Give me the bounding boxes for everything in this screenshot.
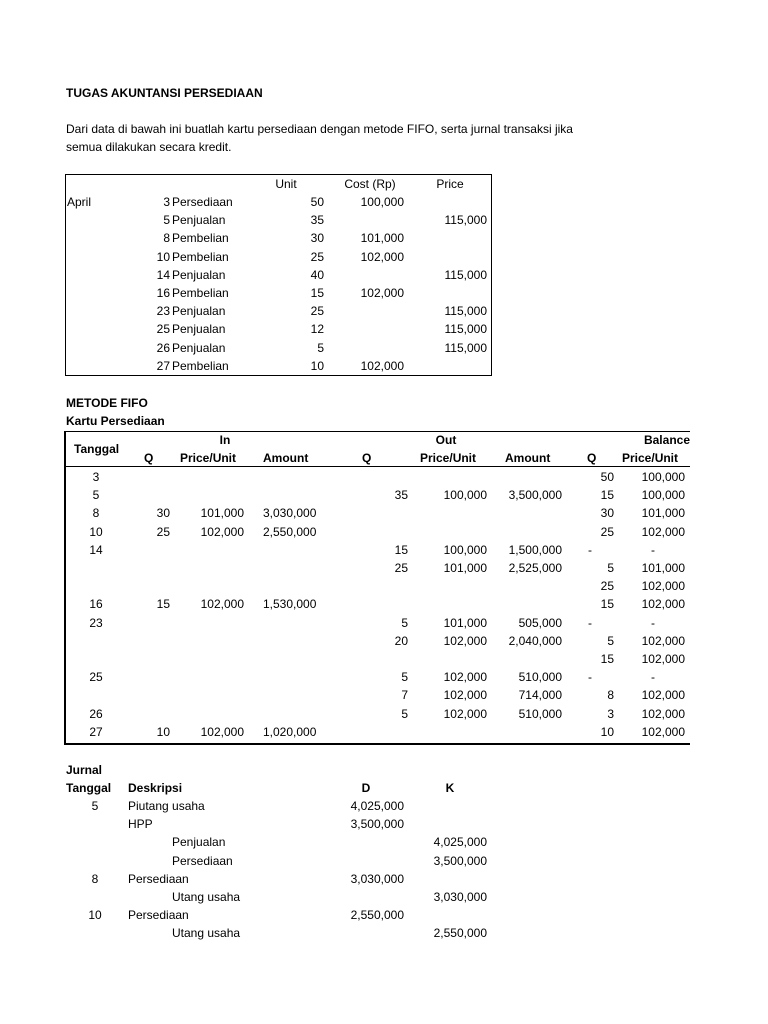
fifo-row-in-amount: 2,550,000 xyxy=(263,524,317,539)
fifo-row-bal-q: - xyxy=(588,542,592,557)
fifo-header-out-q: Q xyxy=(362,451,372,465)
data-row-desc: Penjualan xyxy=(172,304,226,319)
fifo-top-border xyxy=(64,431,690,432)
fifo-row-out-price: 102,000 xyxy=(443,706,487,721)
data-month-label: April xyxy=(67,195,92,209)
fifo-row-out-amount: 510,000 xyxy=(518,706,562,721)
fifo-row-bal-q: 50 xyxy=(600,470,614,484)
data-row-day: 23 xyxy=(156,304,170,319)
fifo-row-bal-price: - xyxy=(651,542,655,557)
fifo-row-tanggal: 5 xyxy=(92,488,100,503)
data-row-desc: Penjualan xyxy=(172,213,226,228)
fifo-row-out-price: 102,000 xyxy=(443,670,487,685)
data-row-day: 10 xyxy=(156,249,170,264)
data-row-unit: 25 xyxy=(310,304,324,319)
data-row-day: 25 xyxy=(156,322,170,337)
fifo-row-out-q: 5 xyxy=(401,615,408,630)
data-row-day: 8 xyxy=(163,231,170,246)
fifo-row-bal-q: 30 xyxy=(600,506,614,521)
data-row-price: 115,000 xyxy=(444,340,487,355)
fifo-row-out-q: 20 xyxy=(394,633,408,648)
data-row-unit: 50 xyxy=(310,195,324,209)
fifo-header-out-amount: Amount xyxy=(505,451,551,465)
data-header-price: Price xyxy=(436,177,464,191)
jurnal-row-desc: Utang usaha xyxy=(172,926,241,941)
fifo-row-out-q: 15 xyxy=(394,542,408,557)
data-row-day: 16 xyxy=(156,286,170,300)
fifo-row-bal-price: 100,000 xyxy=(641,470,685,484)
jurnal-row-desc: Persediaan xyxy=(128,908,189,923)
instruction-line-2: semua dilakukan secara kredit. xyxy=(66,140,232,154)
fifo-row-in-q: 30 xyxy=(156,506,170,521)
jurnal-row-tanggal: 5 xyxy=(91,799,99,813)
data-row-day: 3 xyxy=(163,195,170,209)
fifo-row-bal-price: 100,000 xyxy=(641,488,685,503)
fifo-row-bal-price: 101,000 xyxy=(641,561,685,575)
jurnal-row-desc: Persediaan xyxy=(128,871,189,886)
data-row-desc: Pembelian xyxy=(172,249,229,264)
data-row-day: 26 xyxy=(156,340,170,355)
fifo-row-tanggal: 26 xyxy=(89,706,103,721)
fifo-left-border xyxy=(64,431,66,744)
fifo-row-in-q: 25 xyxy=(156,524,170,539)
fifo-row-in-amount: 1,530,000 xyxy=(263,597,317,612)
data-row-cost: 102,000 xyxy=(360,286,404,300)
fifo-row-out-amount: 510,000 xyxy=(518,670,562,685)
fifo-row-tanggal: 16 xyxy=(89,597,103,612)
fifo-heading: METODE FIFO xyxy=(66,396,148,410)
fifo-row-bal-price: 102,000 xyxy=(641,652,685,666)
data-row-unit: 10 xyxy=(310,358,324,373)
fifo-row-out-q: 25 xyxy=(394,561,408,575)
fifo-row-bal-q: - xyxy=(588,615,592,630)
jurnal-row-debit: 3,500,000 xyxy=(350,817,404,832)
data-row-desc: Pembelian xyxy=(172,358,229,373)
data-row-cost: 100,000 xyxy=(360,195,404,209)
fifo-row-bal-price: 101,000 xyxy=(641,506,685,521)
jurnal-row-kredit: 3,030,000 xyxy=(433,890,487,904)
fifo-row-bal-q: 3 xyxy=(607,706,614,721)
fifo-row-tanggal: 10 xyxy=(89,524,103,539)
fifo-row-tanggal: 3 xyxy=(92,470,100,484)
fifo-header-in-price: Price/Unit xyxy=(180,451,237,465)
data-row-price: 115,000 xyxy=(444,213,487,228)
data-row-cost: 102,000 xyxy=(360,249,404,264)
fifo-row-in-price: 102,000 xyxy=(200,724,244,739)
data-row-unit: 40 xyxy=(310,267,324,282)
fifo-row-bal-price: 102,000 xyxy=(641,633,685,648)
page-title: TUGAS AKUNTANSI PERSEDIAAN xyxy=(66,86,263,100)
fifo-row-bal-price: 102,000 xyxy=(641,597,685,612)
jurnal-row-tanggal: 8 xyxy=(91,871,99,886)
data-row-price: 115,000 xyxy=(444,322,487,337)
fifo-row-tanggal: 27 xyxy=(89,724,103,739)
fifo-row-bal-q: 25 xyxy=(600,524,614,539)
fifo-row-in-amount: 1,020,000 xyxy=(263,724,317,739)
data-row-day: 5 xyxy=(163,213,170,228)
fifo-row-bal-q: 15 xyxy=(600,597,614,612)
fifo-row-bal-q: 8 xyxy=(607,688,614,703)
data-row-day: 14 xyxy=(156,267,170,282)
data-row-desc: Pembelian xyxy=(172,231,229,246)
jurnal-row-tanggal: 10 xyxy=(88,908,102,923)
fifo-row-in-price: 102,000 xyxy=(200,524,244,539)
jurnal-row-desc: Utang usaha xyxy=(172,890,241,904)
fifo-row-out-price: 101,000 xyxy=(443,615,487,630)
fifo-row-out-price: 102,000 xyxy=(443,688,487,703)
fifo-header-bal-q: Q xyxy=(587,451,597,465)
jurnal-row-kredit: 4,025,000 xyxy=(433,835,487,850)
fifo-row-bal-price: - xyxy=(651,670,655,685)
fifo-row-bal-q: 15 xyxy=(600,652,614,666)
fifo-row-out-q: 5 xyxy=(401,670,408,685)
fifo-header-out-price: Price/Unit xyxy=(420,451,477,465)
fifo-row-bal-q: - xyxy=(588,670,592,685)
data-row-unit: 15 xyxy=(310,286,324,300)
fifo-row-out-price: 101,000 xyxy=(443,561,487,575)
jurnal-header-k: K xyxy=(445,781,455,795)
fifo-row-bal-q: 5 xyxy=(607,561,614,575)
data-row-cost: 102,000 xyxy=(360,358,404,373)
jurnal-header-tanggal: Tanggal xyxy=(66,781,112,795)
jurnal-row-desc: Piutang usaha xyxy=(128,799,205,813)
fifo-row-out-q: 5 xyxy=(401,706,408,721)
data-row-unit: 30 xyxy=(310,231,324,246)
data-row-unit: 25 xyxy=(310,249,324,264)
jurnal-row-debit: 3,030,000 xyxy=(350,871,404,886)
fifo-row-tanggal: 14 xyxy=(89,542,103,557)
fifo-row-out-q: 7 xyxy=(401,688,408,703)
jurnal-row-kredit: 3,500,000 xyxy=(433,853,487,868)
data-header-cost: Cost (Rp) xyxy=(344,177,396,191)
fifo-row-bal-price: 102,000 xyxy=(641,524,685,539)
fifo-row-bal-price: 102,000 xyxy=(641,579,685,594)
fifo-row-out-amount: 2,525,000 xyxy=(508,561,562,575)
fifo-header-in: In xyxy=(219,433,231,447)
fifo-header-in-amount: Amount xyxy=(263,451,309,465)
fifo-row-out-amount: 2,040,000 xyxy=(508,633,562,648)
data-row-unit: 5 xyxy=(317,340,324,355)
fifo-row-bal-q: 5 xyxy=(607,633,614,648)
fifo-row-bal-price: - xyxy=(651,615,655,630)
fifo-row-out-price: 102,000 xyxy=(443,633,487,648)
jurnal-row-debit: 4,025,000 xyxy=(350,799,404,813)
jurnal-row-desc: Penjualan xyxy=(172,835,226,850)
fifo-row-in-q: 10 xyxy=(156,724,170,739)
jurnal-row-kredit: 2,550,000 xyxy=(433,926,487,941)
jurnal-row-desc: HPP xyxy=(128,817,153,832)
jurnal-row-debit: 2,550,000 xyxy=(350,908,404,923)
fifo-header-bal-price: Price/Unit xyxy=(622,451,679,465)
fifo-row-tanggal: 25 xyxy=(89,670,103,685)
jurnal-header-d: D xyxy=(361,781,371,795)
fifo-header-balance: Balance xyxy=(643,433,690,447)
fifo-row-bal-price: 102,000 xyxy=(641,706,685,721)
data-row-unit: 12 xyxy=(310,322,324,337)
fifo-row-bal-price: 102,000 xyxy=(641,724,685,739)
fifo-row-out-price: 100,000 xyxy=(443,488,487,503)
data-row-price: 115,000 xyxy=(444,304,487,319)
data-row-desc: Persediaan xyxy=(172,195,233,209)
fifo-row-in-price: 102,000 xyxy=(200,597,244,612)
fifo-row-bal-q: 25 xyxy=(600,579,614,594)
fifo-header-in-q: Q xyxy=(144,451,154,465)
instruction-line-1: Dari data di bawah ini buatlah kartu persediaan dengan metode FIFO, serta jurnal transaksi jika xyxy=(66,122,573,136)
fifo-row-bal-price: 102,000 xyxy=(641,688,685,703)
fifo-row-out-amount: 714,000 xyxy=(518,688,562,703)
fifo-row-bal-q: 10 xyxy=(600,724,614,739)
data-row-day: 27 xyxy=(156,358,170,373)
data-row-unit: 35 xyxy=(310,213,324,228)
fifo-row-out-price: 100,000 xyxy=(443,542,487,557)
fifo-header-tanggal: Tanggal xyxy=(74,442,120,456)
fifo-row-out-amount: 3,500,000 xyxy=(508,488,562,503)
data-row-desc: Penjualan xyxy=(172,322,226,337)
jurnal-row-desc: Persediaan xyxy=(172,853,233,868)
data-row-price: 115,000 xyxy=(444,267,487,282)
fifo-header-out: Out xyxy=(435,433,457,447)
fifo-row-in-amount: 3,030,000 xyxy=(263,506,317,521)
fifo-subheading: Kartu Persediaan xyxy=(66,414,165,428)
fifo-row-tanggal: 23 xyxy=(89,615,103,630)
data-row-desc: Penjualan xyxy=(172,267,226,282)
fifo-bottom-border xyxy=(64,743,690,745)
jurnal-heading: Jurnal xyxy=(66,763,103,777)
fifo-row-in-q: 15 xyxy=(156,597,170,612)
data-header-unit: Unit xyxy=(275,177,297,191)
fifo-row-out-amount: 505,000 xyxy=(518,615,562,630)
fifo-row-tanggal: 8 xyxy=(92,506,100,521)
data-row-desc: Penjualan xyxy=(172,340,226,355)
jurnal-header-deskripsi: Deskripsi xyxy=(128,781,183,795)
fifo-row-bal-q: 15 xyxy=(600,488,614,503)
fifo-row-out-amount: 1,500,000 xyxy=(508,542,562,557)
fifo-header-border xyxy=(64,466,690,467)
fifo-row-out-q: 35 xyxy=(394,488,408,503)
fifo-row-in-price: 101,000 xyxy=(200,506,244,521)
data-row-desc: Pembelian xyxy=(172,286,229,300)
data-row-cost: 101,000 xyxy=(360,231,404,246)
